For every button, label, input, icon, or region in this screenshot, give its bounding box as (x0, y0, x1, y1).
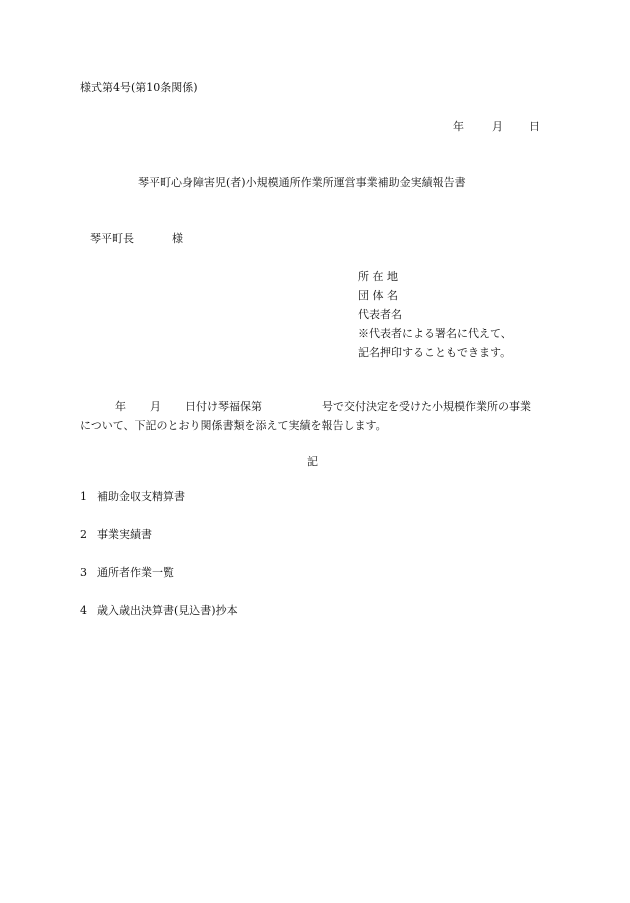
date-year-label: 年 (453, 120, 464, 133)
sender-note-line2: 記名押印することもできます。 (358, 346, 512, 359)
list-item (80, 490, 185, 504)
sender-note-line1: ※代表者による署名に代えて、 (358, 327, 512, 340)
list-item-label: 事業実績書 (97, 528, 152, 541)
recipient (90, 232, 183, 246)
sender-rep-label: 代表者名 (358, 308, 402, 321)
list-item-label: 補助金収支精算書 (97, 490, 185, 503)
date-month-label: 月 (492, 120, 503, 133)
form-number: 様式第4号(第10条関係) (80, 81, 198, 94)
sender-address-label: 所 在 地 (358, 270, 398, 283)
body-month: 月 (150, 400, 161, 413)
body-line-1 (80, 397, 560, 416)
recipient-honorific: 様 (172, 232, 183, 245)
list-item-number: 1 (80, 490, 87, 503)
list-item (80, 604, 238, 618)
list-item-number: 3 (80, 566, 87, 579)
list-item-label: 歳入歳出決算書(見込書)抄本 (97, 604, 238, 617)
ki-heading: 記 (307, 455, 318, 468)
list-item (80, 566, 174, 580)
date-line (453, 120, 540, 134)
sender-org-label: 団 体 名 (358, 289, 398, 302)
sender-block (358, 267, 512, 362)
list-item-number: 2 (80, 528, 87, 541)
list-item-number: 4 (80, 604, 87, 617)
body-number-suffix: 号で交付決定を受けた小規模作業所の事業 (322, 400, 531, 413)
recipient-name: 琴平町長 (90, 232, 134, 245)
list-item-label: 通所者作業一覧 (97, 566, 174, 579)
document-title: 琴平町心身障害児(者)小規模通所作業所運営事業補助金実績報告書 (138, 176, 466, 189)
date-day-label: 日 (529, 120, 540, 133)
body-date-ref: 日付け琴福保第 (185, 400, 262, 413)
body-year: 年 (115, 400, 126, 413)
body-line-2: について、下記のとおり関係書類を添えて実績を報告します。 (80, 419, 387, 432)
list-item (80, 528, 152, 542)
body-paragraph (80, 397, 560, 435)
